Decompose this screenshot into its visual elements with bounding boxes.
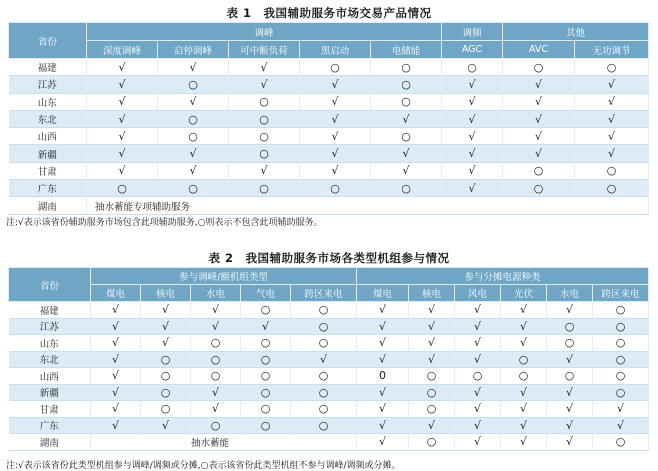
table1-mark-cell: ○: [371, 180, 442, 197]
table2-mark-cell: √: [141, 318, 191, 335]
table2-mark-cell: ○: [409, 401, 455, 418]
table1-group-header-row: [9, 23, 649, 41]
table2-mark-cell: ○: [593, 335, 649, 352]
table2-mark-cell: √: [91, 401, 141, 418]
table1-row: [9, 59, 649, 76]
table2-group-header: 参与分摊电源种类: [357, 268, 649, 285]
table2-mark-cell: √: [91, 351, 141, 368]
table2-mark-cell: ○: [409, 434, 455, 451]
table2-mark-cell: √: [501, 401, 547, 418]
table2-mark-cell: √: [547, 302, 593, 319]
table2-mark-cell: √: [547, 351, 593, 368]
table1-mark-cell: √: [442, 162, 503, 179]
table1-mark-cell: ○: [575, 162, 649, 179]
table2-column-header: 水电: [191, 285, 241, 302]
table1-mark-cell: √: [575, 110, 649, 127]
table2-mark-cell: √: [357, 335, 409, 352]
table2-mark-cell: ○: [455, 368, 501, 385]
table2-mark-cell: ○: [291, 384, 357, 401]
table2-province-cell: 新疆: [9, 384, 91, 401]
table1-mark-cell: √: [87, 162, 158, 179]
table2-column-header: 水电: [547, 285, 593, 302]
table1-province-cell: 福建: [9, 59, 87, 76]
table2-column-header: 核电: [409, 285, 455, 302]
table1-mark-cell: √: [575, 145, 649, 162]
table2-mark-cell: √: [501, 417, 547, 434]
table1-mark-cell: √: [300, 76, 371, 93]
table2-mark-cell: ○: [291, 302, 357, 319]
table1-mark-cell: ○: [575, 59, 649, 76]
table2-mark-cell: ○: [291, 318, 357, 335]
table1-row: [9, 197, 649, 214]
table2-mark-cell: ○: [191, 335, 241, 352]
table2-group-header-row: [9, 268, 649, 285]
table1-mark-cell: √: [371, 110, 442, 127]
table2-mark-cell: ○: [593, 318, 649, 335]
table1-mark-cell: ○: [371, 76, 442, 93]
table1-mark-cell: √: [87, 93, 158, 110]
table1-mark-cell: √: [442, 76, 503, 93]
table2-mark-cell: √: [91, 318, 141, 335]
table2-mark-cell: √: [547, 434, 593, 451]
table2-mark-cell: √: [357, 318, 409, 335]
table2-mark-cell: ○: [409, 368, 455, 385]
table2-mark-cell: √: [455, 318, 501, 335]
table2-column-header: 风电: [455, 285, 501, 302]
table1-province-header: 省份: [9, 23, 87, 59]
table1-mark-cell: ○: [158, 180, 229, 197]
table1-caption: 表 1 我国辅助服务市场交易产品情况: [226, 6, 432, 20]
table1-mark-cell: √: [503, 128, 575, 145]
table2-mark-cell: ○: [547, 318, 593, 335]
table1-mark-cell: ○: [229, 128, 300, 145]
table1-mark-cell: ○: [371, 93, 442, 110]
table1-column-header: 可中断负荷: [229, 41, 300, 59]
table1-mark-cell: √: [300, 93, 371, 110]
table2-mark-cell: ○: [593, 302, 649, 319]
table1-mark-cell: √: [442, 128, 503, 145]
table1-mark-cell: √: [371, 145, 442, 162]
table1-mark-cell: √: [229, 162, 300, 179]
table2-column-header: 跨区来电: [593, 285, 649, 302]
table1-mark-cell: √: [442, 145, 503, 162]
table2-mark-cell: ○: [547, 368, 593, 385]
table2-row: [9, 368, 649, 385]
table2-mark-cell: √: [455, 335, 501, 352]
table1-mark-cell: ○: [503, 162, 575, 179]
table1-mark-cell: √: [442, 180, 503, 197]
table1-group-header: 调峰: [87, 23, 442, 41]
table2-mark-cell: √: [357, 384, 409, 401]
table2-mark-cell: √: [141, 417, 191, 434]
table1-mark-cell: √: [575, 93, 649, 110]
table1-column-header: AVC: [503, 41, 575, 59]
table1-mark-cell: √: [300, 128, 371, 145]
table1-row: [9, 145, 649, 162]
table2-mark-cell: √: [241, 318, 291, 335]
table1-column-header: AGC: [442, 41, 503, 59]
table2-mark-cell: ○: [547, 335, 593, 352]
table2-row: [9, 302, 649, 319]
table2-column-header: 气电: [241, 285, 291, 302]
table2-group-header: 参与调峰/额机组类型: [91, 268, 357, 285]
table2-mark-cell: ○: [241, 335, 291, 352]
table1-span-cell: 抽水蓄能专项辅助服务: [87, 197, 649, 214]
table1-mark-cell: √: [503, 76, 575, 93]
table2-mark-cell: √: [191, 384, 241, 401]
table2-note: 注:√表示该省份此类型机组参与调峰/调频或分摊,○表示该省份此类型机组不参与调峰/调频或分摊。: [6, 461, 401, 471]
table2-mark-cell: √: [357, 434, 409, 451]
table1-mark-cell: ○: [229, 180, 300, 197]
table2-column-header: 跨区来电: [291, 285, 357, 302]
table2-mark-cell: ○: [241, 417, 291, 434]
table1-row: [9, 110, 649, 127]
table2: [8, 267, 649, 451]
table2-column-header-row: [9, 285, 649, 302]
table2-mark-cell: √: [501, 318, 547, 335]
table2-span-cell: 抽水蓄能: [91, 434, 357, 451]
table1-mark-cell: ○: [300, 180, 371, 197]
table2-column-header: 光伏: [501, 285, 547, 302]
table2-mark-cell: ○: [191, 351, 241, 368]
table2-mark-cell: ○: [291, 368, 357, 385]
table2-mark-cell: ○: [191, 417, 241, 434]
table1-mark-cell: √: [371, 162, 442, 179]
table1-mark-cell: √: [87, 76, 158, 93]
table2-mark-cell: ○: [501, 351, 547, 368]
table2-row: [9, 401, 649, 418]
table2-mark-cell: 0: [357, 368, 409, 385]
table2-mark-cell: √: [91, 384, 141, 401]
table1-mark-cell: √: [300, 110, 371, 127]
table2-mark-cell: √: [191, 318, 241, 335]
table1-mark-cell: ○: [575, 180, 649, 197]
table1-column-header: 启停调峰: [158, 41, 229, 59]
table2-mark-cell: √: [455, 302, 501, 319]
table2-mark-cell: √: [547, 384, 593, 401]
table2-mark-cell: √: [191, 401, 241, 418]
table1-mark-cell: ○: [371, 59, 442, 76]
table2-column-header: 煤电: [357, 285, 409, 302]
table2-mark-cell: ○: [241, 302, 291, 319]
table2-mark-cell: ○: [291, 401, 357, 418]
table1-mark-cell: √: [158, 145, 229, 162]
table1-province-cell: 新疆: [9, 145, 87, 162]
table2-mark-cell: ○: [141, 351, 191, 368]
table1-mark-cell: √: [503, 110, 575, 127]
table2-mark-cell: ○: [593, 368, 649, 385]
table2-mark-cell: √: [593, 401, 649, 418]
table1-province-cell: 东北: [9, 110, 87, 127]
table2-mark-cell: √: [291, 351, 357, 368]
table2-mark-cell: √: [357, 417, 409, 434]
table2-province-cell: 甘肃: [9, 401, 91, 418]
table2-mark-cell: ○: [241, 368, 291, 385]
table2-mark-cell: √: [547, 401, 593, 418]
table1-row: [9, 180, 649, 197]
table2-mark-cell: ○: [501, 368, 547, 385]
table2-mark-cell: √: [547, 417, 593, 434]
table2-province-cell: 湖南: [9, 434, 91, 451]
table1-mark-cell: ○: [87, 180, 158, 197]
table1-mark-cell: √: [87, 59, 158, 76]
table2-mark-cell: √: [455, 417, 501, 434]
table1-mark-cell: ○: [503, 59, 575, 76]
table1-column-header-row: [9, 41, 649, 59]
table1-column-header: 深度调峰: [87, 41, 158, 59]
table2-mark-cell: √: [141, 335, 191, 352]
table1-province-cell: 广东: [9, 180, 87, 197]
table1-mark-cell: √: [87, 110, 158, 127]
table1-mark-cell: ○: [300, 59, 371, 76]
table2-mark-cell: √: [455, 434, 501, 451]
table2-province-cell: 山东: [9, 335, 91, 352]
table2-mark-cell: √: [91, 417, 141, 434]
table1-mark-cell: ○: [503, 180, 575, 197]
table1-mark-cell: √: [575, 128, 649, 145]
table1-mark-cell: √: [229, 76, 300, 93]
table2-mark-cell: √: [455, 401, 501, 418]
table2-column-header: 核电: [141, 285, 191, 302]
table2-mark-cell: ○: [191, 368, 241, 385]
table2-mark-cell: √: [409, 302, 455, 319]
table2-mark-cell: ○: [141, 368, 191, 385]
table1-column-header: 无功调节: [575, 41, 649, 59]
table1-mark-cell: √: [300, 145, 371, 162]
table2-mark-cell: ○: [409, 384, 455, 401]
table2-row: [9, 318, 649, 335]
table1-note: 注:√表示该省份辅助服务市场包含此项辅助服务,○则表示不包含此项辅助服务。: [6, 218, 323, 228]
table2-mark-cell: √: [409, 417, 455, 434]
table2-row: [9, 351, 649, 368]
table2-mark-cell: √: [409, 318, 455, 335]
table1-mark-cell: √: [87, 128, 158, 145]
table1-province-cell: 山东: [9, 93, 87, 110]
table2-mark-cell: ○: [593, 434, 649, 451]
table1-column-header: 黑启动: [300, 41, 371, 59]
table1-mark-cell: √: [229, 59, 300, 76]
table2-mark-cell: √: [501, 335, 547, 352]
table1-province-cell: 甘肃: [9, 162, 87, 179]
table2-mark-cell: ○: [241, 351, 291, 368]
table1-column-header: 电储能: [371, 41, 442, 59]
table1-group-header: 其他: [503, 23, 649, 41]
table2-mark-cell: √: [91, 368, 141, 385]
table1-mark-cell: ○: [442, 59, 503, 76]
table2-mark-cell: √: [455, 351, 501, 368]
table2-mark-cell: √: [455, 384, 501, 401]
table2-province-cell: 江苏: [9, 318, 91, 335]
table2-mark-cell: √: [191, 302, 241, 319]
table2-province-cell: 东北: [9, 351, 91, 368]
table2-mark-cell: √: [409, 335, 455, 352]
table1-mark-cell: ○: [229, 93, 300, 110]
table1-mark-cell: ○: [158, 76, 229, 93]
table1-mark-cell: √: [503, 145, 575, 162]
table2-mark-cell: √: [501, 302, 547, 319]
table1-row: [9, 93, 649, 110]
table2-province-header: 省份: [9, 268, 91, 302]
table1-mark-cell: √: [575, 76, 649, 93]
table1-row: [9, 128, 649, 145]
table1-mark-cell: √: [442, 93, 503, 110]
table1-mark-cell: √: [503, 93, 575, 110]
table1-mark-cell: √: [300, 162, 371, 179]
table1-province-cell: 山西: [9, 128, 87, 145]
table2-mark-cell: ○: [241, 384, 291, 401]
table1-group-header: 调频: [442, 23, 503, 41]
table2-mark-cell: √: [501, 434, 547, 451]
table1-mark-cell: √: [87, 145, 158, 162]
table2-mark-cell: √: [357, 351, 409, 368]
table2-row: [9, 417, 649, 434]
table1-mark-cell: ○: [158, 110, 229, 127]
table2-mark-cell: ○: [241, 401, 291, 418]
table2-column-header: 煤电: [91, 285, 141, 302]
table1-mark-cell: ○: [229, 145, 300, 162]
table2-mark-cell: √: [357, 401, 409, 418]
table1-mark-cell: ○: [371, 128, 442, 145]
table2-row: [9, 434, 649, 451]
table1: [8, 22, 649, 215]
table1-province-cell: 湖南: [9, 197, 87, 214]
table2-mark-cell: ○: [291, 335, 357, 352]
table2-mark-cell: √: [141, 302, 191, 319]
table2-mark-cell: ○: [593, 351, 649, 368]
table1-province-cell: 江苏: [9, 76, 87, 93]
table2-caption: 表 2 我国辅助服务市场各类型机组参与情况: [208, 251, 450, 265]
table2-mark-cell: ○: [291, 417, 357, 434]
table2-mark-cell: √: [501, 384, 547, 401]
table2-mark-cell: √: [357, 302, 409, 319]
table2-row: [9, 384, 649, 401]
table2-mark-cell: ○: [141, 401, 191, 418]
table2-province-cell: 广东: [9, 417, 91, 434]
table2-mark-cell: ○: [141, 384, 191, 401]
table2-mark-cell: √: [593, 417, 649, 434]
table1-row: [9, 76, 649, 93]
table2-mark-cell: √: [91, 335, 141, 352]
table1-row: [9, 162, 649, 179]
table1-mark-cell: √: [158, 162, 229, 179]
table1-mark-cell: √: [158, 59, 229, 76]
table1-mark-cell: ○: [158, 128, 229, 145]
table2-province-cell: 福建: [9, 302, 91, 319]
table2-row: [9, 335, 649, 352]
table2-mark-cell: √: [91, 302, 141, 319]
table1-mark-cell: ○: [229, 110, 300, 127]
table2-mark-cell: ○: [593, 384, 649, 401]
table1-mark-cell: √: [158, 93, 229, 110]
table2-province-cell: 山西: [9, 368, 91, 385]
table2-mark-cell: √: [409, 351, 455, 368]
table1-mark-cell: √: [442, 110, 503, 127]
